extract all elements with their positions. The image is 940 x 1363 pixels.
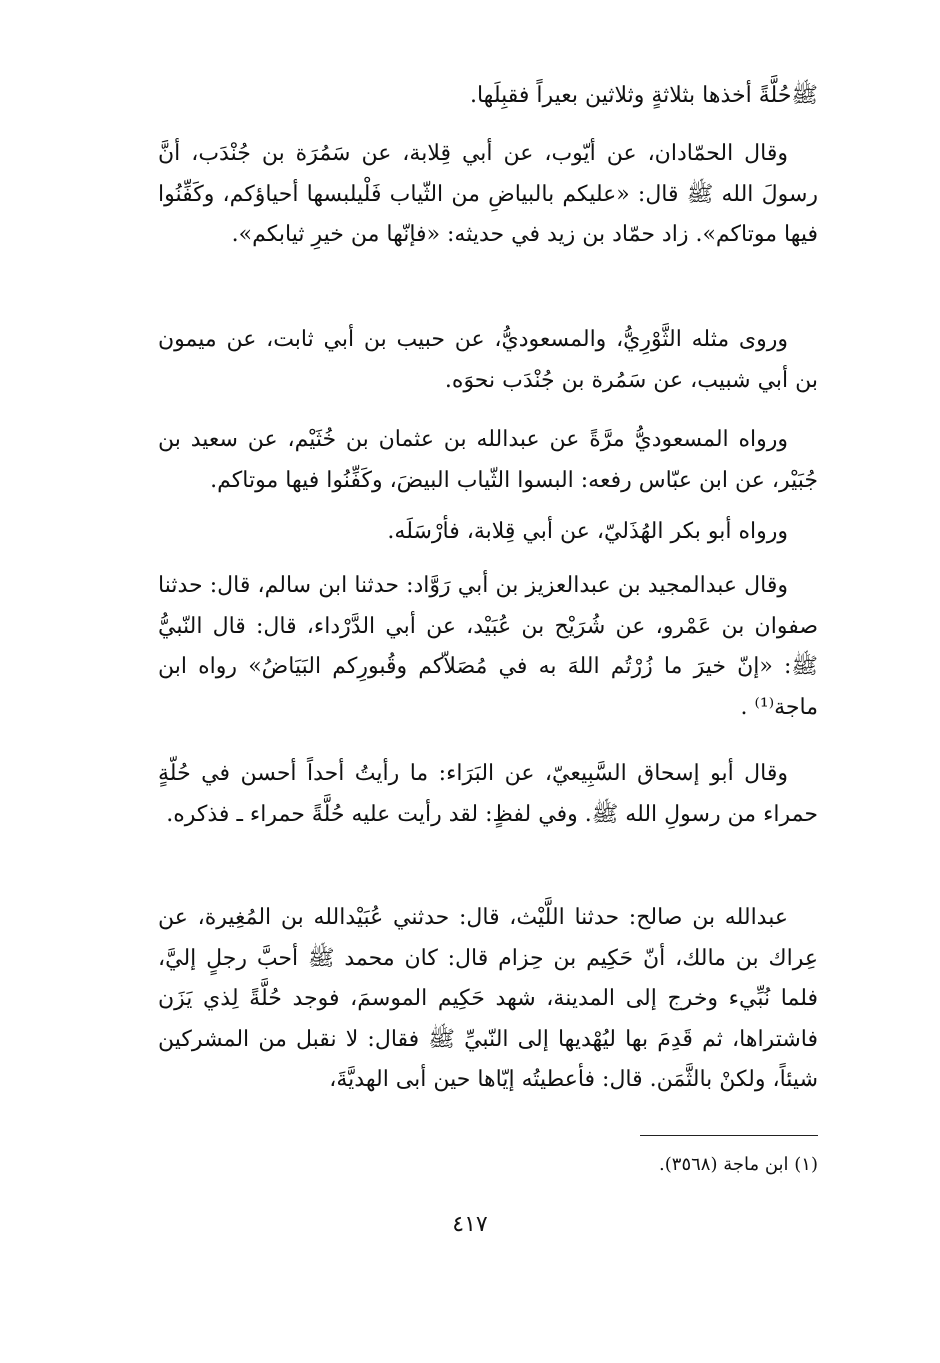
paragraph-thawri bbox=[158, 320, 818, 401]
paragraph-abdullah-salih bbox=[158, 898, 818, 1101]
footnote: (١) ابن ماجة (٣٥٦٨). bbox=[659, 1154, 818, 1175]
paragraph-text: عبدالله بن صالح: حدثنا اللَّيْث، قال: حدثني عُبَيْدالله بن المُغِيرة، عن عِراك بن مالك، أنّ حَكِيم بن حِزام قال: كان محمد ﷺ أحبَّ رجلٍ إليَّ، فلما نُبِّيء وخرج إلى المدينة، شهد حَكِيم الموسمَ، فوجد حُلَّةً لِذي يَزَن فاشتراها، ثم قَدِمَ بها ليُهْديها إلى النّبيِّ ﷺ فقال: لا نقبل من المشركين شيئاً، ولكنْ بالثَّمَن. قال: فأعطيتُه إيّاها حين أبى الهديَّةَ، bbox=[158, 905, 818, 1092]
paragraph-text: ﷺحُلَّةً أخذها بثلاثةٍ وثلاثين بعيراً فقبِلَها. bbox=[469, 83, 818, 108]
paragraph-text: وقال عبدالمجيد بن عبدالعزيز بن أبي رَوَّاد: حدثنا ابن سالم، قال: حدثنا صفوان بن عَمْرو، عن شُرَيْح بن عُبَيْد، عن أبي الدَّرْداء، قال: قال النّبيُّ ﷺ: «إنّ خيرَ ما زُرْتُم اللهَ به في مُصَلاّكم وقُبورِكم البَيَاضُ» رواه ابن ماجة⁽¹⁾ . bbox=[158, 573, 818, 720]
paragraph-text: وقال الحمّادان، عن أيّوب، عن أبي قِلابة، عن سَمُرَة بن جُنْدَب، أنَّ رسولَ الله ﷺ قال: «عليكم بالبياضِ من الثّياب فَلْيلبسها أحياؤكم، وكَفِّنُوا فيها موتاكم». زاد حمّاد بن زيد في حديثه: «فإنّها من خيرِ ثيابكم». bbox=[158, 141, 818, 247]
paragraph-hudhali bbox=[158, 512, 818, 553]
paragraph-abu-ishaq bbox=[158, 754, 818, 835]
paragraph-continuation bbox=[158, 76, 818, 117]
paragraph-text: وقال أبو إسحاق السَّبِيعيّ، عن البَرَاء: ما رأيتُ أحداً أحسن في حُلّةٍ حمراء من رسولِ الله ﷺ. وفي لفظٍ: لقد رأيت عليه حُلَّةً حمراء ـ فذكره. bbox=[158, 761, 818, 827]
footnote-divider bbox=[640, 1135, 818, 1136]
paragraph-hammadan bbox=[158, 134, 818, 256]
paragraph-text: ورواه المسعوديُّ مرَّةً عن عبدالله بن عثمان بن خُثَيْم، عن سعيد بن جُبَيْر، عن ابن عبّاس رفعه: البسوا الثّياب البيضَ، وكَفِّنُوا فيها موتاكم. bbox=[158, 427, 818, 493]
paragraph-text: ورواه أبو بكر الهُذَليّ، عن أبي قِلابة، فأرْسَلَه. bbox=[387, 519, 788, 544]
paragraph-abdulmajid bbox=[158, 566, 818, 728]
paragraph-text: وروى مثله الثَّوْرِيُّ، والمسعوديُّ، عن حبيب بن أبي ثابت، عن ميمون بن أبي شبيب، عن سَمُرة بن جُنْدَب نحوَه. bbox=[158, 327, 818, 393]
paragraph-masudi bbox=[158, 420, 818, 501]
page-number: ٤١٧ bbox=[452, 1212, 488, 1237]
